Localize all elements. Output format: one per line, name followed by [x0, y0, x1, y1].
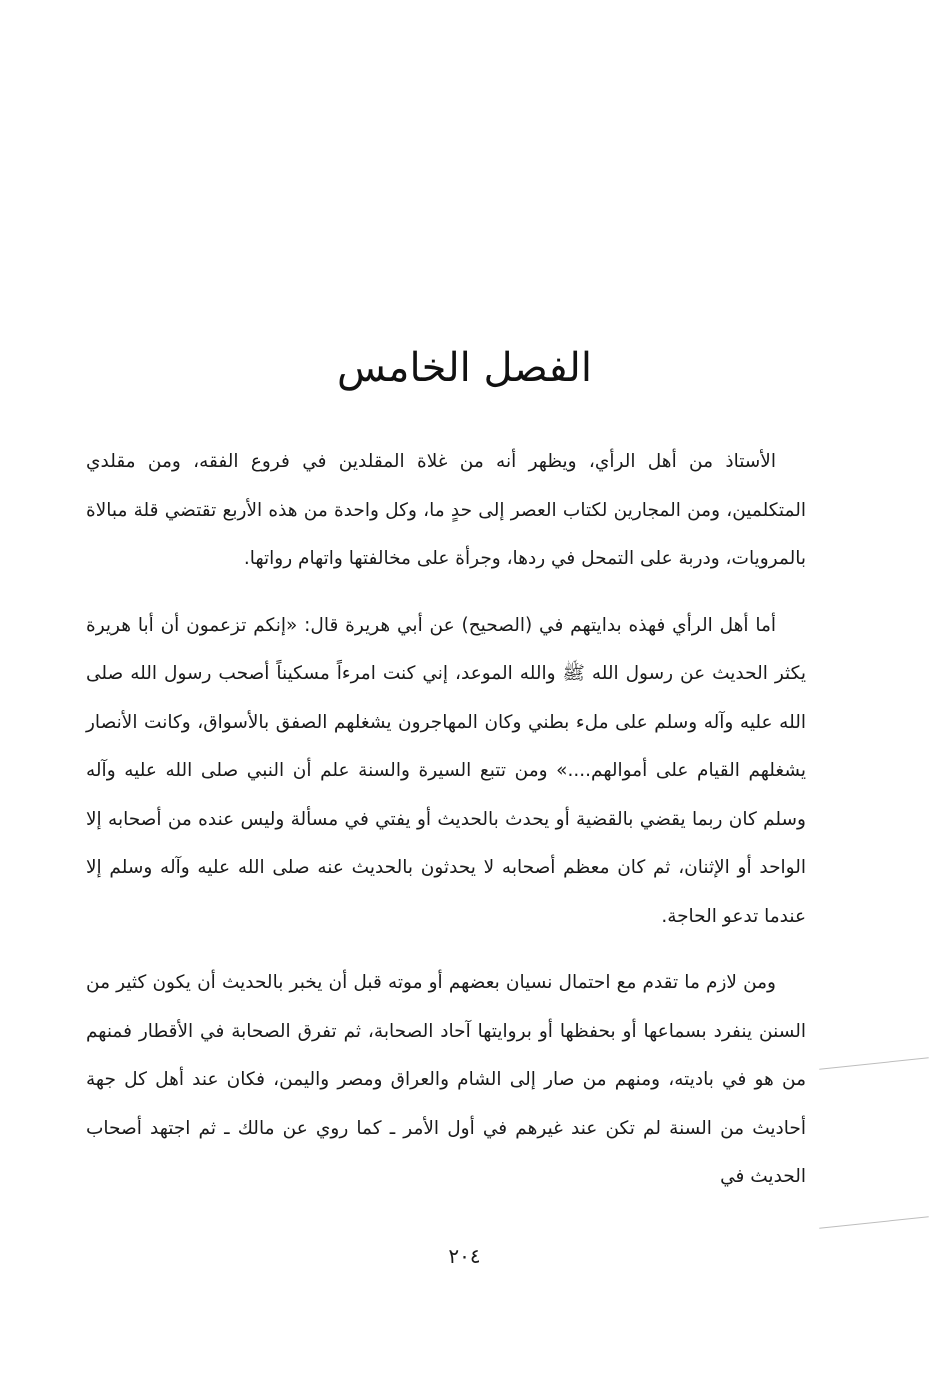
margin-mark: [819, 1216, 929, 1228]
paragraph-2: أما أهل الرأي فهذه بدايتهم في (الصحيح) عن أبي هريرة قال: «إنكم تزعمون أن أبا هريرة يكثر الحديث عن رسول الله ﷺ والله الموعد، إني كنت امرءاً مسكيناً أصحب رسول الله صلى الله عليه وآله وسلم على ملء بطني وكان المهاجرون يشغلهم الصفق بالأسواق، وكانت الأنصار يشغلهم القيام على أموالهم....» ومن تتبع السيرة والسنة علم أن النبي صلى الله عليه وآله وسلم كان ربما يقضي بالقضية أو يحدث بالحديث أو يفتي في مسألة وليس عنده من أصحابه إلا الواحد أو الإثنان، ثم كان معظم أصحابه لا يحدثون بالحديث عنه صلى الله عليه وآله وسلم إلا عندما تدعو الحاجة.: [86, 614, 806, 927]
margin-mark: [819, 1057, 929, 1069]
paragraph-3: ومن لازم ما تقدم مع احتمال نسيان بعضهم أو موته قبل أن يخبر بالحديث أن يكون كثير من السنن ينفرد بسماعها أو بحفظها أو بروايتها آحاد الصحابة، ثم تفرق الصحابة في الأقطار فمنهم من هو في باديته، ومنهم من صار إلى الشام والعراق ومصر واليمن، فكان عند أهل كل جهة أحاديث من السنة لم تكن عند غيرهم في أول الأمر ـ كما روي عن مالك ـ ثم اجتهد أصحاب الحديث في: [86, 972, 806, 1187]
chapter-title: الفصل الخامس: [337, 345, 592, 391]
page-number: ٢٠٤: [448, 1244, 481, 1268]
paragraph-1: الأستاذ من أهل الرأي، ويظهر أنه من غلاة المقلدين في فروع الفقه، ومن مقلدي المتكلمين، ومن المجارين لكتاب العصر إلى حدٍ ما، وكل واحدة من هذه الأربع تقتضي قلة مبالاة بالمرويات، ودربة على التمحل في ردها، وجرأة على مخالفتها واتهام رواتها.: [86, 451, 806, 569]
body-text: [86, 438, 806, 1220]
